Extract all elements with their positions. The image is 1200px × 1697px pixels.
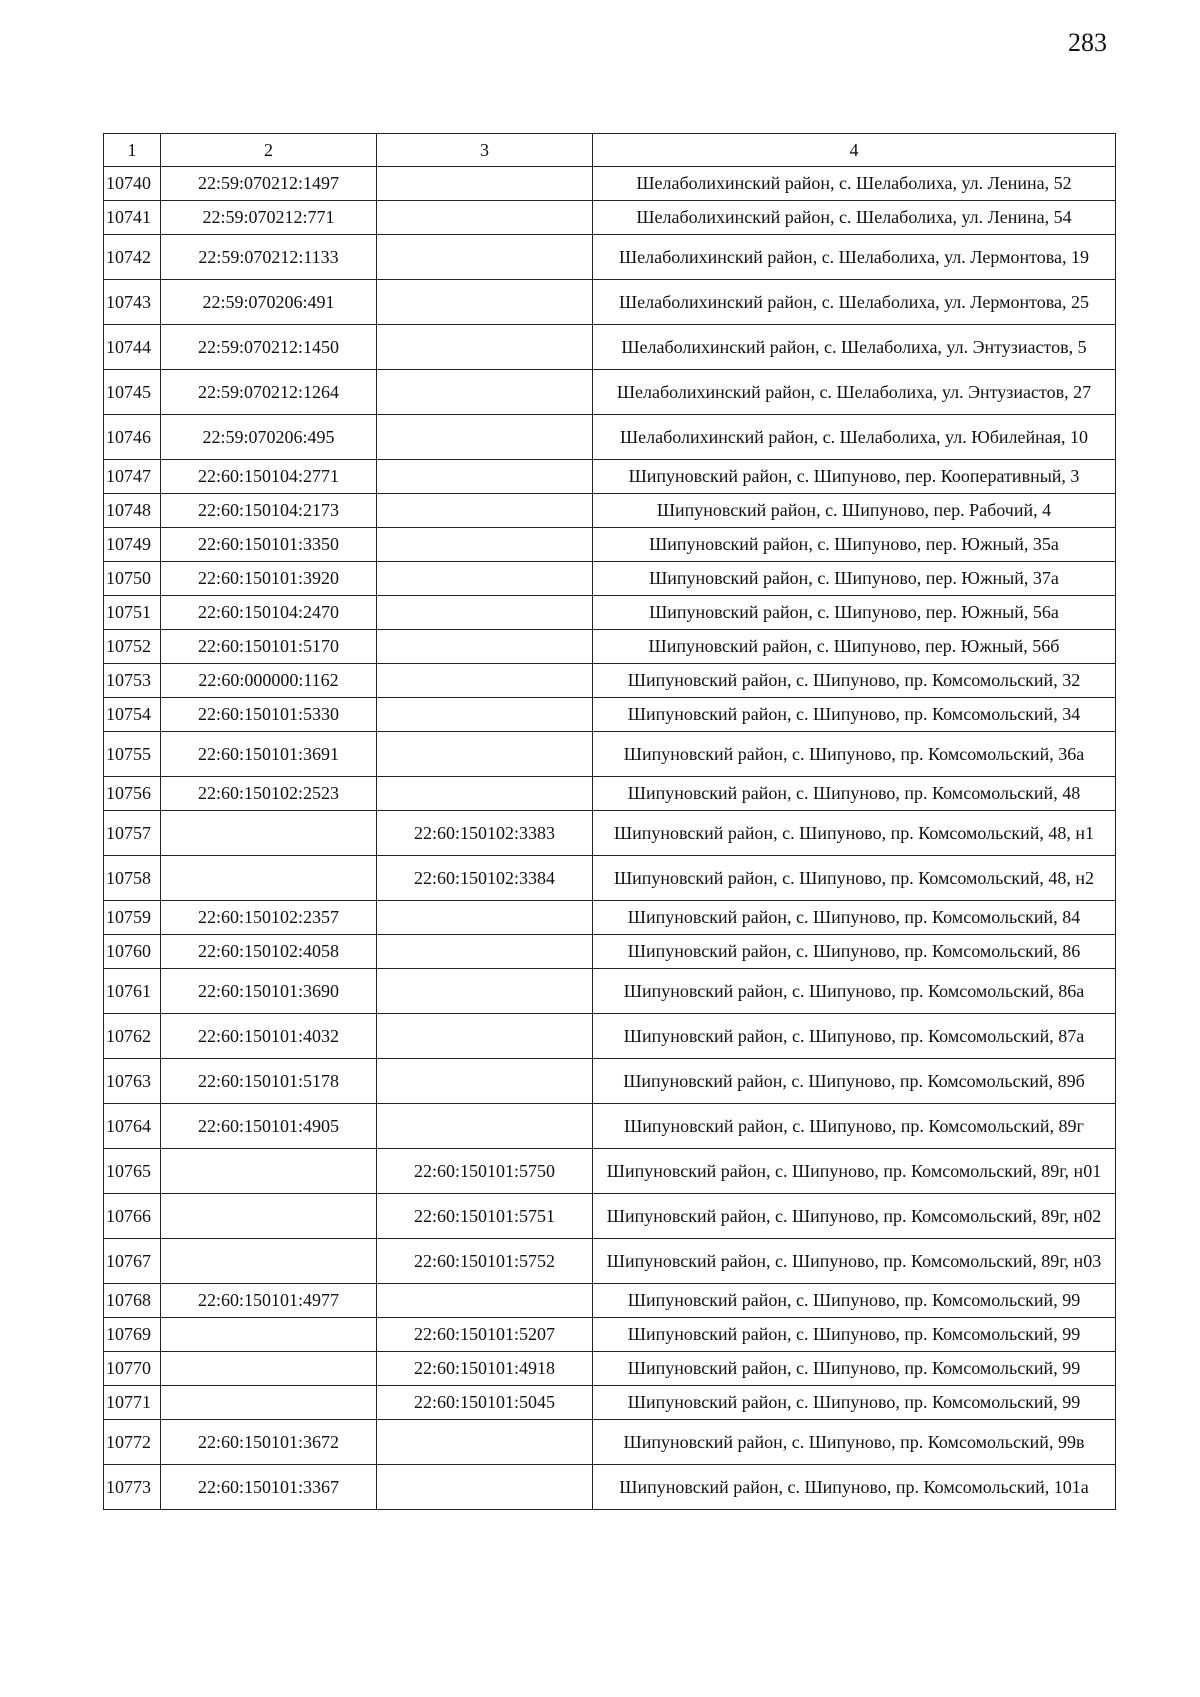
cadastral-number-cell: 22:60:150104:2470 xyxy=(161,596,377,630)
cadastral-number-cell: 22:60:150101:5170 xyxy=(161,630,377,664)
table-row xyxy=(104,201,1116,235)
address-cell: Шипуновский район, с. Шипуново, пр. Комсомольский, 87а xyxy=(593,1014,1116,1059)
table-row xyxy=(104,167,1116,201)
object-number-cell xyxy=(377,935,593,969)
cadastral-number-cell: 22:60:150101:3690 xyxy=(161,969,377,1014)
cadastral-number-cell: 22:59:070212:1133 xyxy=(161,235,377,280)
address-cell: Шипуновский район, с. Шипуново, пр. Комсомольский, 34 xyxy=(593,698,1116,732)
row-number-cell: 10769 xyxy=(104,1318,161,1352)
cadastral-number-cell: 22:60:150101:4032 xyxy=(161,1014,377,1059)
table-row xyxy=(104,460,1116,494)
address-cell: Шипуновский район, с. Шипуново, пер. Кооперативный, 3 xyxy=(593,460,1116,494)
object-number-cell xyxy=(377,596,593,630)
address-cell: Шипуновский район, с. Шипуново, пр. Комсомольский, 36а xyxy=(593,732,1116,777)
object-number-cell: 22:60:150101:5207 xyxy=(377,1318,593,1352)
cadastral-number-cell: 22:60:150101:4905 xyxy=(161,1104,377,1149)
table-row xyxy=(104,1149,1116,1194)
table-row xyxy=(104,370,1116,415)
row-number-cell: 10754 xyxy=(104,698,161,732)
cadastral-number-cell xyxy=(161,856,377,901)
cadastral-number-cell xyxy=(161,1239,377,1284)
object-number-cell: 22:60:150101:5750 xyxy=(377,1149,593,1194)
row-number-cell: 10772 xyxy=(104,1420,161,1465)
address-cell: Шипуновский район, с. Шипуново, пр. Комсомольский, 48, н1 xyxy=(593,811,1116,856)
cadastral-number-cell: 22:59:070206:491 xyxy=(161,280,377,325)
table-row xyxy=(104,596,1116,630)
address-cell: Шелаболихинский район, с. Шелаболиха, ул. Энтузиастов, 27 xyxy=(593,370,1116,415)
row-number-cell: 10751 xyxy=(104,596,161,630)
row-number-cell: 10741 xyxy=(104,201,161,235)
cadastral-number-cell: 22:60:150101:5178 xyxy=(161,1059,377,1104)
table-row xyxy=(104,1318,1116,1352)
table-row xyxy=(104,935,1116,969)
cadastral-number-cell: 22:60:000000:1162 xyxy=(161,664,377,698)
object-number-cell xyxy=(377,664,593,698)
cadastral-number-cell: 22:60:150104:2771 xyxy=(161,460,377,494)
address-cell: Шипуновский район, с. Шипуново, пер. Рабочий, 4 xyxy=(593,494,1116,528)
object-number-cell xyxy=(377,562,593,596)
table-row xyxy=(104,562,1116,596)
table-row xyxy=(104,528,1116,562)
object-number-cell xyxy=(377,1420,593,1465)
column-header-4: 4 xyxy=(593,134,1116,167)
cadastral-number-cell: 22:60:150101:3672 xyxy=(161,1420,377,1465)
address-cell: Шелаболихинский район, с. Шелаболиха, ул. Лермонтова, 25 xyxy=(593,280,1116,325)
object-number-cell xyxy=(377,460,593,494)
row-number-cell: 10771 xyxy=(104,1386,161,1420)
address-cell: Шипуновский район, с. Шипуново, пр. Комсомольский, 99 xyxy=(593,1318,1116,1352)
table-row xyxy=(104,969,1116,1014)
object-number-cell xyxy=(377,280,593,325)
column-header-3: 3 xyxy=(377,134,593,167)
object-number-cell xyxy=(377,494,593,528)
row-number-cell: 10768 xyxy=(104,1284,161,1318)
row-number-cell: 10757 xyxy=(104,811,161,856)
row-number-cell: 10745 xyxy=(104,370,161,415)
table-row xyxy=(104,494,1116,528)
object-number-cell: 22:60:150101:5751 xyxy=(377,1194,593,1239)
address-cell: Шипуновский район, с. Шипуново, пр. Комсомольский, 89г, н01 xyxy=(593,1149,1116,1194)
table-row xyxy=(104,235,1116,280)
table-row xyxy=(104,1352,1116,1386)
row-number-cell: 10766 xyxy=(104,1194,161,1239)
table-row xyxy=(104,811,1116,856)
row-number-cell: 10749 xyxy=(104,528,161,562)
table-row xyxy=(104,1284,1116,1318)
row-number-cell: 10759 xyxy=(104,901,161,935)
column-header-2: 2 xyxy=(161,134,377,167)
table-row xyxy=(104,1465,1116,1510)
object-number-cell xyxy=(377,698,593,732)
cadastral-number-cell: 22:60:150101:3367 xyxy=(161,1465,377,1510)
cadastral-number-cell: 22:59:070206:495 xyxy=(161,415,377,460)
table-row xyxy=(104,732,1116,777)
cadastral-number-cell: 22:60:150102:2357 xyxy=(161,901,377,935)
object-number-cell xyxy=(377,1104,593,1149)
object-number-cell xyxy=(377,1059,593,1104)
address-cell: Шипуновский район, с. Шипуново, пр. Комсомольский, 84 xyxy=(593,901,1116,935)
object-number-cell xyxy=(377,1014,593,1059)
object-number-cell: 22:60:150102:3383 xyxy=(377,811,593,856)
row-number-cell: 10748 xyxy=(104,494,161,528)
object-number-cell xyxy=(377,1284,593,1318)
table-row xyxy=(104,1059,1116,1104)
object-number-cell xyxy=(377,969,593,1014)
address-cell: Шелаболихинский район, с. Шелаболиха, ул. Ленина, 52 xyxy=(593,167,1116,201)
table-row xyxy=(104,1194,1116,1239)
object-number-cell xyxy=(377,732,593,777)
cadastral-number-cell xyxy=(161,1149,377,1194)
address-cell: Шипуновский район, с. Шипуново, пр. Комсомольский, 89г xyxy=(593,1104,1116,1149)
table-row xyxy=(104,856,1116,901)
address-cell: Шелаболихинский район, с. Шелаболиха, ул. Энтузиастов, 5 xyxy=(593,325,1116,370)
cadastral-number-cell: 22:60:150101:3350 xyxy=(161,528,377,562)
table-row xyxy=(104,280,1116,325)
object-number-cell xyxy=(377,370,593,415)
table-body xyxy=(104,167,1116,1510)
address-cell: Шипуновский район, с. Шипуново, пр. Комсомольский, 48 xyxy=(593,777,1116,811)
row-number-cell: 10752 xyxy=(104,630,161,664)
address-cell: Шипуновский район, с. Шипуново, пр. Комсомольский, 99в xyxy=(593,1420,1116,1465)
table-row xyxy=(104,325,1116,370)
object-number-cell: 22:60:150101:5045 xyxy=(377,1386,593,1420)
row-number-cell: 10758 xyxy=(104,856,161,901)
cadastral-number-cell: 22:60:150102:4058 xyxy=(161,935,377,969)
cadastral-number-cell: 22:60:150104:2173 xyxy=(161,494,377,528)
row-number-cell: 10753 xyxy=(104,664,161,698)
table-row xyxy=(104,664,1116,698)
row-number-cell: 10767 xyxy=(104,1239,161,1284)
object-number-cell xyxy=(377,167,593,201)
page-number: 283 xyxy=(1068,28,1107,57)
row-number-cell: 10760 xyxy=(104,935,161,969)
object-number-cell xyxy=(377,235,593,280)
row-number-cell: 10762 xyxy=(104,1014,161,1059)
address-cell: Шипуновский район, с. Шипуново, пер. Южный, 56а xyxy=(593,596,1116,630)
cadastral-number-cell xyxy=(161,1318,377,1352)
row-number-cell: 10765 xyxy=(104,1149,161,1194)
address-cell: Шипуновский район, с. Шипуново, пер. Южный, 56б xyxy=(593,630,1116,664)
cadastral-number-cell: 22:60:150101:3920 xyxy=(161,562,377,596)
row-number-cell: 10740 xyxy=(104,167,161,201)
table-row xyxy=(104,1386,1116,1420)
address-cell: Шипуновский район, с. Шипуново, пр. Комсомольский, 89б xyxy=(593,1059,1116,1104)
address-cell: Шипуновский район, с. Шипуново, пр. Комсомольский, 86 xyxy=(593,935,1116,969)
object-number-cell: 22:60:150102:3384 xyxy=(377,856,593,901)
object-number-cell xyxy=(377,415,593,460)
table-row xyxy=(104,630,1116,664)
address-cell: Шипуновский район, с. Шипуново, пр. Комсомольский, 32 xyxy=(593,664,1116,698)
table-row xyxy=(104,415,1116,460)
row-number-cell: 10755 xyxy=(104,732,161,777)
object-number-cell: 22:60:150101:5752 xyxy=(377,1239,593,1284)
row-number-cell: 10742 xyxy=(104,235,161,280)
object-number-cell xyxy=(377,777,593,811)
row-number-cell: 10744 xyxy=(104,325,161,370)
cadastral-number-cell: 22:59:070212:771 xyxy=(161,201,377,235)
cadastral-number-cell xyxy=(161,1386,377,1420)
address-cell: Шипуновский район, с. Шипуново, пр. Комсомольский, 99 xyxy=(593,1352,1116,1386)
cadastral-number-cell xyxy=(161,1194,377,1239)
property-register-table xyxy=(103,133,1116,1510)
table-row xyxy=(104,1014,1116,1059)
row-number-cell: 10756 xyxy=(104,777,161,811)
table-row xyxy=(104,1420,1116,1465)
row-number-cell: 10750 xyxy=(104,562,161,596)
address-cell: Шипуновский район, с. Шипуново, пер. Южный, 35а xyxy=(593,528,1116,562)
row-number-cell: 10763 xyxy=(104,1059,161,1104)
address-cell: Шипуновский район, с. Шипуново, пр. Комсомольский, 99 xyxy=(593,1284,1116,1318)
cadastral-number-cell: 22:60:150101:4977 xyxy=(161,1284,377,1318)
address-cell: Шипуновский район, с. Шипуново, пр. Комсомольский, 89г, н02 xyxy=(593,1194,1116,1239)
table-row xyxy=(104,1239,1116,1284)
address-cell: Шипуновский район, с. Шипуново, пер. Южный, 37а xyxy=(593,562,1116,596)
object-number-cell xyxy=(377,901,593,935)
table-row xyxy=(104,777,1116,811)
cadastral-number-cell: 22:60:150101:3691 xyxy=(161,732,377,777)
object-number-cell xyxy=(377,630,593,664)
table-row xyxy=(104,1104,1116,1149)
cadastral-number-cell xyxy=(161,1352,377,1386)
table-row xyxy=(104,901,1116,935)
address-cell: Шипуновский район, с. Шипуново, пр. Комсомольский, 86а xyxy=(593,969,1116,1014)
address-cell: Шелаболихинский район, с. Шелаболиха, ул. Лермонтова, 19 xyxy=(593,235,1116,280)
address-cell: Шелаболихинский район, с. Шелаболиха, ул. Юбилейная, 10 xyxy=(593,415,1116,460)
object-number-cell: 22:60:150101:4918 xyxy=(377,1352,593,1386)
address-cell: Шипуновский район, с. Шипуново, пр. Комсомольский, 89г, н03 xyxy=(593,1239,1116,1284)
address-cell: Шипуновский район, с. Шипуново, пр. Комсомольский, 99 xyxy=(593,1386,1116,1420)
row-number-cell: 10747 xyxy=(104,460,161,494)
row-number-cell: 10764 xyxy=(104,1104,161,1149)
cadastral-number-cell: 22:60:150102:2523 xyxy=(161,777,377,811)
object-number-cell xyxy=(377,325,593,370)
cadastral-number-cell: 22:59:070212:1450 xyxy=(161,325,377,370)
row-number-cell: 10773 xyxy=(104,1465,161,1510)
cadastral-number-cell: 22:59:070212:1264 xyxy=(161,370,377,415)
object-number-cell xyxy=(377,201,593,235)
cadastral-number-cell xyxy=(161,811,377,856)
address-cell: Шипуновский район, с. Шипуново, пр. Комсомольский, 48, н2 xyxy=(593,856,1116,901)
object-number-cell xyxy=(377,528,593,562)
column-header-1: 1 xyxy=(104,134,161,167)
row-number-cell: 10761 xyxy=(104,969,161,1014)
row-number-cell: 10746 xyxy=(104,415,161,460)
cadastral-number-cell: 22:60:150101:5330 xyxy=(161,698,377,732)
row-number-cell: 10770 xyxy=(104,1352,161,1386)
address-cell: Шелаболихинский район, с. Шелаболиха, ул. Ленина, 54 xyxy=(593,201,1116,235)
table-row xyxy=(104,698,1116,732)
object-number-cell xyxy=(377,1465,593,1510)
cadastral-number-cell: 22:59:070212:1497 xyxy=(161,167,377,201)
row-number-cell: 10743 xyxy=(104,280,161,325)
table-header-row xyxy=(104,134,1116,167)
address-cell: Шипуновский район, с. Шипуново, пр. Комсомольский, 101а xyxy=(593,1465,1116,1510)
